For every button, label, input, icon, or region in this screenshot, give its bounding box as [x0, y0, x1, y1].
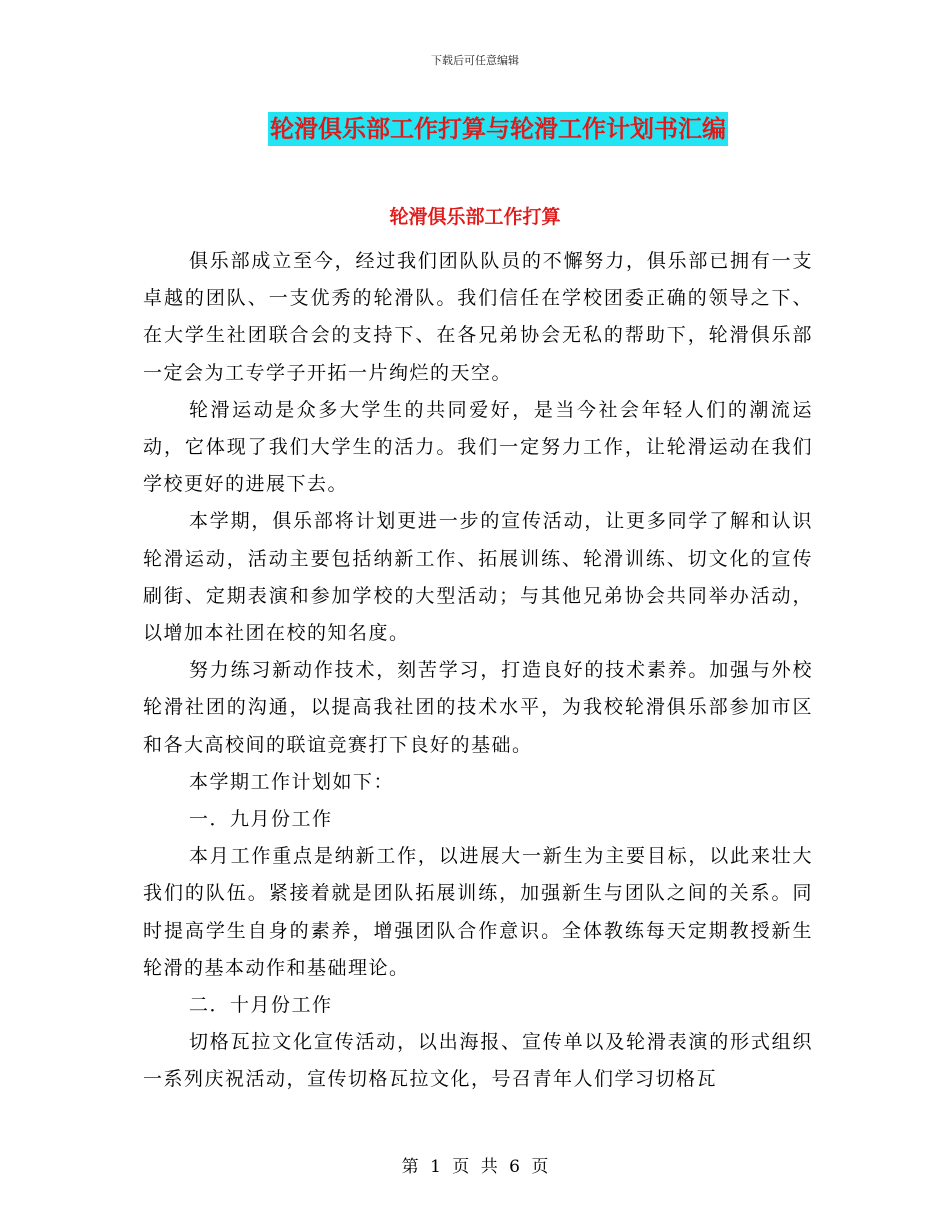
paragraph: 努力练习新动作技术，刻苦学习，打造良好的技术素养。加强与外校轮滑社团的沟通，以提高我社团的技术水平，为我校轮滑俱乐部参加市区和各大高校间的联谊竞赛打下良好的基础。 — [143, 659, 813, 756]
paragraph: 本月工作重点是纳新工作，以进展大一新生为主要目标，以此来壮大我们的队伍。紧接着就是团队拓展训练，加强新生与团队之间的关系。同时提高学生自身的素养，增强团队合作意识。全体教练每天定期教授新生轮滑的基本动作和基础理论。 — [143, 845, 813, 979]
section-heading-october: 二．十月份工作 — [189, 994, 333, 1017]
document-body — [143, 243, 813, 1099]
paragraph: 切格瓦拉文化宣传活动，以出海报、宣传单以及轮滑表演的形式组织一系列庆祝活动，宣传切格瓦拉文化，号召青年人们学习切格瓦 — [143, 1031, 813, 1091]
paragraph: 俱乐部成立至今，经过我们团队队员的不懈努力，俱乐部已拥有一支卓越的团队、一支优秀的轮滑队。我们信任在学校团委正确的领导之下、在大学生社团联合会的支持下、在各兄弟协会无私的帮助下，轮滑俱乐部一定会为工专学子开拓一片绚烂的天空。 — [143, 250, 813, 384]
section-heading-september: 一．九月份工作 — [189, 808, 333, 831]
paragraph: 本学期工作计划如下： — [189, 770, 395, 793]
main-title-container — [0, 112, 950, 146]
paragraph: 轮滑运动是众多大学生的共同爱好，是当今社会年轻人们的潮流运动，它体现了我们大学生的活力。我们一定努力工作，让轮滑运动在我们学校更好的进展下去。 — [143, 398, 813, 496]
section-title: 轮滑俱乐部工作打算 — [389, 206, 561, 228]
main-title: 轮滑俱乐部工作打算与轮滑工作计划书汇编 — [268, 112, 728, 146]
paragraph: 本学期，俱乐部将计划更进一步的宣传活动，让更多同学了解和认识轮滑运动，活动主要包括纳新工作、拓展训练、轮滑训练、切文化的宣传刷街、定期表演和参加学校的大型活动；与其他兄弟协会共同举办活动，以增加本社团在校的知名度。 — [143, 510, 813, 645]
page-header-note: 下载后可任意编辑 — [431, 54, 519, 67]
page-number-footer: 第 1 页 共 6 页 — [401, 1157, 549, 1177]
